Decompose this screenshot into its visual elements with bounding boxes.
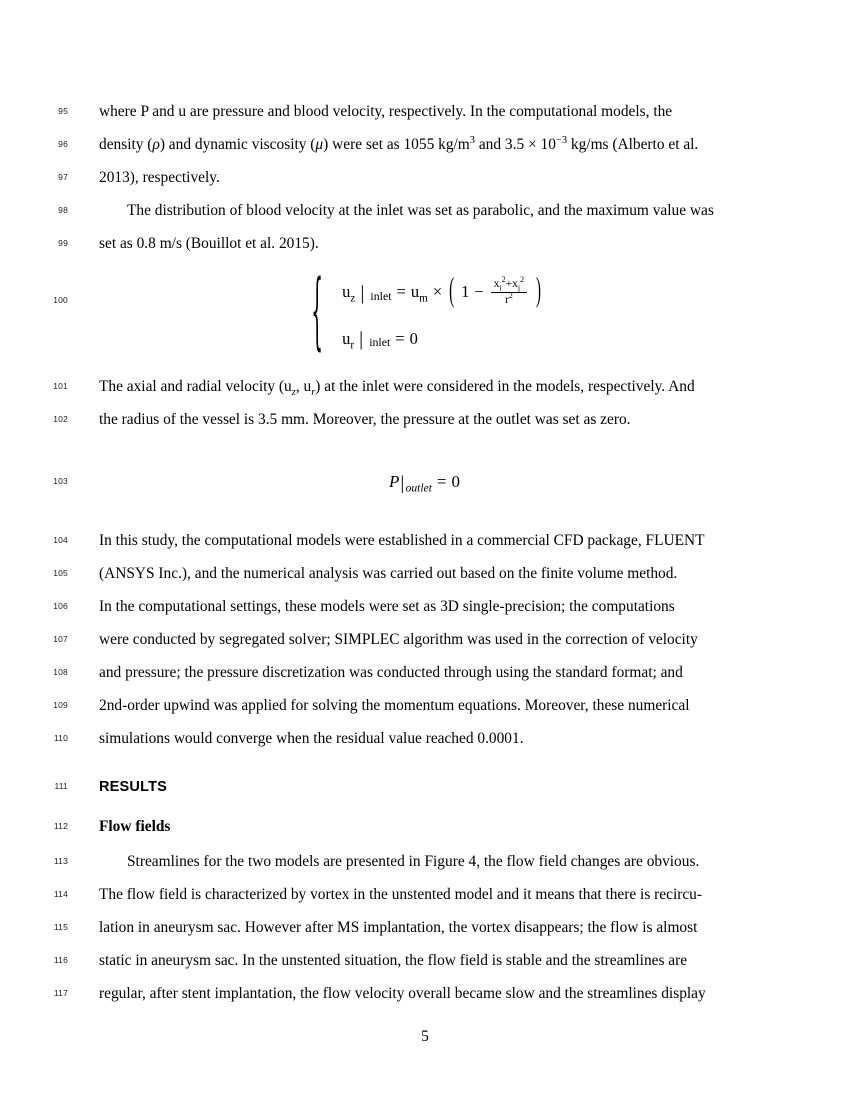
line-text-content: 2013), respectively. xyxy=(99,169,220,186)
subscript-j: j xyxy=(517,283,521,293)
line-text-content: In the computational settings, these models were set as 3D single-precision; the computations xyxy=(99,598,675,615)
x-letter: x xyxy=(512,278,518,290)
text-line xyxy=(0,944,850,977)
line-text xyxy=(99,689,750,722)
line-text xyxy=(99,227,750,260)
numeral-zero: 0 xyxy=(451,472,460,491)
evaluation-bar: | xyxy=(399,473,405,494)
line-text xyxy=(99,370,750,403)
subscript-i: i xyxy=(499,283,502,293)
line-text xyxy=(99,194,750,227)
line-number: 105 xyxy=(53,568,68,578)
text-line xyxy=(0,722,850,755)
fraction-numerator xyxy=(491,275,527,293)
equation-outlet-pressure xyxy=(99,465,750,499)
text-line xyxy=(0,161,850,194)
line-text-content: ) at the inlet were considered in the models, respectively. And xyxy=(315,378,695,395)
subsection-heading-row xyxy=(0,810,850,843)
line-text-content: static in aneurysm sac. In the unstented situation, the flow field is stable and the streamlines are xyxy=(99,952,688,969)
paren-close: ) xyxy=(536,273,541,310)
equals-sign: = xyxy=(395,328,405,348)
superscript-exponent: −3 xyxy=(555,134,568,146)
symbol-rho: ρ xyxy=(152,136,160,153)
line-text-content: ) were set as 1055 kg/m xyxy=(323,136,470,153)
subscript-r: r xyxy=(350,339,355,352)
line-text-content: The flow field is characterized by vortex in the unstented model and it means that there is recircu- xyxy=(99,886,703,903)
line-number: 97 xyxy=(58,172,68,182)
subscript-z: z xyxy=(291,387,296,399)
line-text xyxy=(99,557,750,590)
line-text xyxy=(99,977,750,1010)
line-text-content: were conducted by segregated solver; SIMPLEC algorithm was used in the correction of velocity xyxy=(99,631,698,648)
text-line xyxy=(0,878,850,911)
line-text-content: 2nd-order upwind was applied for solving the momentum equations. Moreover, these numerical xyxy=(99,697,690,714)
u-letter: u xyxy=(342,328,351,348)
evaluation-bar: | xyxy=(359,328,364,351)
line-text-content: In this study, the computational models were established in a commercial CFD package, FLUENT xyxy=(99,532,705,549)
plus-sign: + xyxy=(505,278,513,290)
text-line xyxy=(0,623,850,656)
line-text-content: ) and dynamic viscosity ( xyxy=(159,136,316,153)
paren-open: ( xyxy=(449,273,455,310)
line-text-content: The axial and radial velocity (u xyxy=(99,378,292,395)
line-number: 96 xyxy=(58,139,68,149)
line-text-content: set as 0.8 m/s (Bouillot et al. 2015). xyxy=(99,235,319,252)
u-letter: u xyxy=(342,282,351,302)
minus-sign: − xyxy=(474,282,484,302)
line-number: 111 xyxy=(54,781,68,791)
line-number: 102 xyxy=(53,414,68,424)
equation-cases xyxy=(342,273,543,352)
line-text xyxy=(99,878,750,911)
line-text-content: regular, after stent implantation, the flow velocity overall became slow and the streamlines display xyxy=(99,985,706,1002)
um-symbol xyxy=(410,282,428,305)
line-number: 112 xyxy=(53,821,68,831)
line-text xyxy=(99,770,750,803)
line-text xyxy=(99,590,750,623)
line-text-content: where P and u are pressure and blood velocity, respectively. In the computational models, the xyxy=(99,103,673,120)
line-text-content: density ( xyxy=(99,136,153,153)
line-text xyxy=(99,403,750,436)
line-text-content: , u xyxy=(295,378,312,395)
fraction xyxy=(491,275,527,307)
line-text xyxy=(99,623,750,656)
heading-flow-fields: Flow fields xyxy=(99,818,171,835)
equation-body xyxy=(306,261,543,361)
text-line xyxy=(0,911,850,944)
line-number: 104 xyxy=(53,535,68,545)
text-line xyxy=(0,95,850,128)
text-line xyxy=(0,128,850,161)
line-text xyxy=(99,524,750,557)
line-text-content: the radius of the vessel is 3.5 mm. Moreover, the pressure at the outlet was set as zero. xyxy=(99,411,631,428)
superscript-two: 2 xyxy=(520,275,524,285)
text-line xyxy=(0,370,850,403)
curly-brace-icon: { xyxy=(311,261,323,361)
text-line xyxy=(0,403,850,436)
line-number: 98 xyxy=(58,205,68,215)
line-number: 106 xyxy=(53,601,68,611)
evaluation-bar: | xyxy=(360,281,365,304)
line-text-content: and 3.5 × 10 xyxy=(475,136,556,153)
text-line xyxy=(0,524,850,557)
page-number: 5 xyxy=(421,1028,429,1045)
equation-inlet-velocity xyxy=(99,261,750,361)
equals-sign: = xyxy=(436,472,447,491)
equals-sign: = xyxy=(396,282,406,302)
fraction-denominator xyxy=(491,292,527,307)
r-letter: r xyxy=(504,293,509,306)
text-line xyxy=(0,689,850,722)
line-number: 115 xyxy=(53,922,68,932)
line-text-content: lation in aneurysm sac. However after MS implantation, the vortex disappears; the flow is almost xyxy=(99,919,698,936)
line-text-content: Streamlines for the two models are presented in Figure 4, the flow field changes are obvious. xyxy=(127,853,700,870)
line-number: 113 xyxy=(53,856,68,866)
line-text xyxy=(99,845,750,878)
line-text-content: simulations would converge when the residual value reached 0.0001. xyxy=(99,730,524,747)
line-text xyxy=(99,656,750,689)
line-number: 95 xyxy=(58,106,68,116)
numeral-one: 1 xyxy=(461,282,470,302)
line-text xyxy=(99,722,750,755)
section-heading-row xyxy=(0,770,850,803)
superscript-two: 2 xyxy=(501,275,506,285)
line-text-content: The distribution of blood velocity at the inlet was set as parabolic, and the maximum value was xyxy=(127,202,714,219)
line-text xyxy=(99,810,750,843)
subscript-inlet: inlet xyxy=(369,335,391,350)
text-line xyxy=(0,977,850,1010)
line-text-content: (ANSYS Inc.), and the numerical analysis was carried out based on the finite volume method. xyxy=(99,565,678,582)
line-number: 103 xyxy=(53,476,68,486)
line-number: 109 xyxy=(53,700,68,710)
text-line xyxy=(0,590,850,623)
u-symbol xyxy=(342,282,356,305)
line-text xyxy=(99,161,750,194)
line-text xyxy=(99,911,750,944)
line-text-content: and pressure; the pressure discretization was conducted through using the standard format; and xyxy=(99,664,683,681)
superscript-two: 2 xyxy=(508,291,513,301)
line-number: 114 xyxy=(53,889,68,899)
line-text-content: kg/ms (Alberto et al. xyxy=(567,136,699,153)
line-number: 108 xyxy=(53,667,68,677)
line-number: 116 xyxy=(53,955,68,965)
times-sign: × xyxy=(432,282,443,302)
subscript-outlet: outlet xyxy=(405,481,432,495)
line-text xyxy=(99,95,750,128)
numeral-zero: 0 xyxy=(409,328,418,348)
text-line xyxy=(0,227,850,260)
line-number: 110 xyxy=(53,733,68,743)
equation-case-axial xyxy=(342,273,543,310)
superscript-cubed: 3 xyxy=(469,134,475,146)
document-page: 95 where P and u are pressure and blood velocity, respectively. In the computational models, the 96 density (ρ) and dynamic viscosity (μ) were set as 1055 $kg/m^3$ and $3.5 \times 10^{-3}$ kg/ms (Alberto et al. 97 2013), respectively. 98 The distribution of blood velocity at the inlet was set as parabolic, and the maximum value was 99 set as 0.8 m/s (Bouillot et al. 2015). 100 { $u_z$ | inlet = $u_m$ × ( 1 − $\frac{x_i^2+x_j^2}{r^2}$ ) $u_r$ | inlet = 0 101 The axial and radial velocity ($u_z$, $u_r$) at the inlet were considered in the models, respectively. And 102 the radius of the vessel is 3.5 mm. Moreover, the pressure at the outlet was set as zero. 103 $P|_{outlet} = 0$ 104 In this study, the computational models were established in a commercial CFD package, FLUENT 105 (ANSYS Inc.), and the numerical analysis was carried out based on the finite volume method. 106 In the computational settings, these models were set as 3D single-precision; the computations 107 were conducted by segregated solver; SIMPLEC algorithm was used in the correction of velocity 108 and pressure; the pressure discretization was conducted through using the standard format; and 109 2nd-order upwind was applied for solving the momentum equations. Moreover, these numerical 110 simulations would converge when the residual value reached 0.0001. 111 RESULTS 112 Flow fields 113 Streamlines for the two models are presented in Figure 4, the flow field changes are obvious. 114 The flow field is characterized by vortex in the unstented model and it means that there is recircu- 115 lation in aneurysm sac. However after MS implantation, the vortex disappears; the flow is almost 116 static in aneurysm sac. In the unstented situation, the flow field is stable and the streamlines are 117 regular, after stent implantation, the flow velocity overall became slow and the streamlines display 5 xyxy=(0,0,850,1100)
line-number: 107 xyxy=(53,634,68,644)
text-line xyxy=(0,557,850,590)
heading-results: RESULTS xyxy=(99,779,167,795)
equation-case-radial xyxy=(342,328,543,352)
text-line xyxy=(0,656,850,689)
P-letter: P xyxy=(388,472,400,491)
text-line xyxy=(0,845,850,878)
line-text xyxy=(99,128,750,161)
subscript-z: z xyxy=(350,292,356,305)
text-line xyxy=(0,194,850,227)
equation-body xyxy=(388,472,460,495)
line-text xyxy=(99,944,750,977)
subscript-inlet: inlet xyxy=(370,288,392,303)
line-number: 101 xyxy=(53,381,68,391)
subscript-r: r xyxy=(311,387,316,399)
u-letter: u xyxy=(410,282,420,302)
symbol-mu: μ xyxy=(315,136,324,153)
ur-symbol xyxy=(342,328,355,352)
subscript-m: m xyxy=(419,292,428,305)
x-letter: x xyxy=(493,278,500,290)
line-number: 117 xyxy=(53,988,68,998)
line-number: 99 xyxy=(58,238,68,248)
